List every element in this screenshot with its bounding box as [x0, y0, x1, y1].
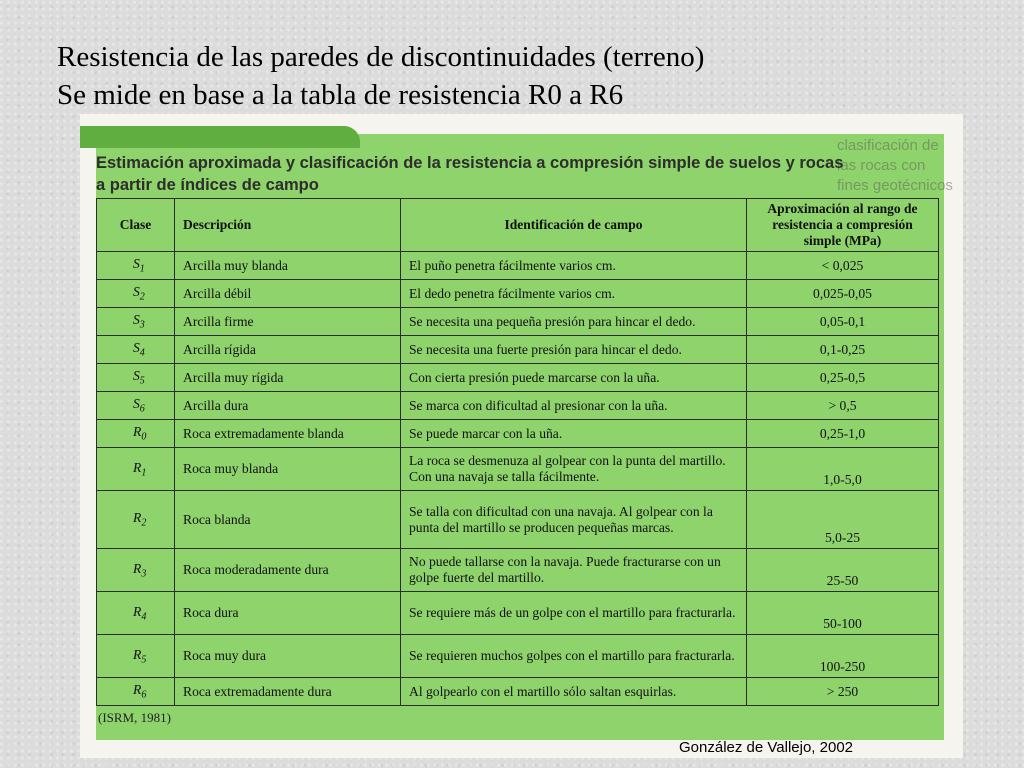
cell-identificacion: Se marca con dificultad al presionar con la uña.: [401, 392, 747, 420]
table-row: [97, 420, 939, 448]
background-page-text: clasificación de las rocas con fines geotécnicos: [837, 137, 953, 194]
cell-clase: $S_2$: [97, 280, 175, 308]
cell-descripcion: Arcilla muy blanda: [175, 252, 401, 280]
cell-descripcion: Arcilla rígida: [175, 336, 401, 364]
cell-rango: 5,0-25: [747, 491, 939, 549]
cell-identificacion: El puño penetra fácilmente varios cm.: [401, 252, 747, 280]
cell-rango: 25-50: [747, 549, 939, 592]
cell-identificacion: Con cierta presión puede marcarse con la uña.: [401, 364, 747, 392]
cell-descripcion: Roca blanda: [175, 491, 401, 549]
credit: González de Vallejo, 2002: [679, 739, 854, 756]
table-row: [97, 448, 939, 491]
cell-identificacion: El dedo penetra fácilmente varios cm.: [401, 280, 747, 308]
cell-identificacion: Se necesita una fuerte presión para hincar el dedo.: [401, 336, 747, 364]
table-heading-line2: a partir de índices de campo: [96, 176, 319, 194]
cell-rango: 0,25-1,0: [747, 420, 939, 448]
cell-clase: $S_4$: [97, 336, 175, 364]
cell-clase: $S_5$: [97, 364, 175, 392]
table-heading-line1: Estimación aproximada y clasificación de la resistencia a compresión simple de suelos y rocas: [96, 154, 844, 172]
table-row: [97, 678, 939, 706]
cell-clase: $R_1$: [97, 448, 175, 491]
cell-clase: $R_2$: [97, 491, 175, 549]
table-row: [97, 549, 939, 592]
table-row: [97, 308, 939, 336]
table-row: [97, 635, 939, 678]
table-row: [97, 364, 939, 392]
cell-descripcion: Roca extremadamente dura: [175, 678, 401, 706]
cell-clase: $S_3$: [97, 308, 175, 336]
cell-descripcion: Arcilla débil: [175, 280, 401, 308]
cell-rango: 0,025-0,05: [747, 280, 939, 308]
header-identificacion: Identificación de campo: [401, 199, 747, 252]
cell-identificacion: Se puede marcar con la uña.: [401, 420, 747, 448]
cell-clase: $R_4$: [97, 592, 175, 635]
cell-descripcion: Roca muy dura: [175, 635, 401, 678]
cell-identificacion: No puede tallarse con la navaja. Puede fracturarse con un golpe fuerte del martillo.: [401, 549, 747, 592]
table-row: [97, 252, 939, 280]
cell-rango: 0,1-0,25: [747, 336, 939, 364]
cell-rango: > 250: [747, 678, 939, 706]
cell-identificacion: Se requieren muchos golpes con el martillo para fracturarla.: [401, 635, 747, 678]
cell-rango: 0,25-0,5: [747, 364, 939, 392]
cell-identificacion: Se talla con dificultad con una navaja. Al golpear con la punta del martillo se producen pequeñas marcas.: [401, 491, 747, 549]
header-clase: Clase: [97, 199, 175, 252]
slide-title-line1: Resistencia de las paredes de discontinuidades (terreno): [57, 41, 705, 73]
table-row: [97, 392, 939, 420]
slide-title-line2: Se mide en base a la tabla de resistencia R0 a R6: [57, 79, 624, 111]
green-tab: [80, 126, 360, 148]
header-descripcion: Descripción: [175, 199, 401, 252]
cell-descripcion: Roca muy blanda: [175, 448, 401, 491]
table-header-row: [97, 199, 939, 252]
cell-clase: $R_6$: [97, 678, 175, 706]
cell-rango: 0,05-0,1: [747, 308, 939, 336]
cell-descripcion: Arcilla firme: [175, 308, 401, 336]
cell-identificacion: La roca se desmenuza al golpear con la punta del martillo. Con una navaja se talla fácilmente.: [401, 448, 747, 491]
cell-clase: $S_6$: [97, 392, 175, 420]
cell-rango: > 0,5: [747, 392, 939, 420]
cell-descripcion: Roca extremadamente blanda: [175, 420, 401, 448]
cell-clase: $S_1$: [97, 252, 175, 280]
cell-descripcion: Arcilla dura: [175, 392, 401, 420]
cell-descripcion: Roca moderadamente dura: [175, 549, 401, 592]
resistance-table: [96, 198, 939, 706]
table-row: [97, 491, 939, 549]
cell-rango: < 0,025: [747, 252, 939, 280]
header-aproximacion: Aproximación al rango de resistencia a compresión simple (MPa): [747, 199, 939, 252]
cell-rango: 100-250: [747, 635, 939, 678]
scanned-table-image: [80, 114, 963, 758]
table-heading: [96, 152, 936, 196]
table-row: [97, 336, 939, 364]
source-note: (ISRM, 1981): [98, 710, 171, 725]
cell-clase: $R_0$: [97, 420, 175, 448]
cell-descripcion: Roca dura: [175, 592, 401, 635]
cell-identificacion: Al golpearlo con el martillo sólo saltan esquirlas.: [401, 678, 747, 706]
cell-descripcion: Arcilla muy rígida: [175, 364, 401, 392]
cell-identificacion: Se necesita una pequeña presión para hincar el dedo.: [401, 308, 747, 336]
cell-rango: 1,0-5,0: [747, 448, 939, 491]
cell-rango: 50-100: [747, 592, 939, 635]
slide-title: [57, 38, 957, 114]
table-row: [97, 280, 939, 308]
cell-identificacion: Se requiere más de un golpe con el martillo para fracturarla.: [401, 592, 747, 635]
table-row: [97, 592, 939, 635]
cell-clase: $R_3$: [97, 549, 175, 592]
cell-clase: $R_5$: [97, 635, 175, 678]
